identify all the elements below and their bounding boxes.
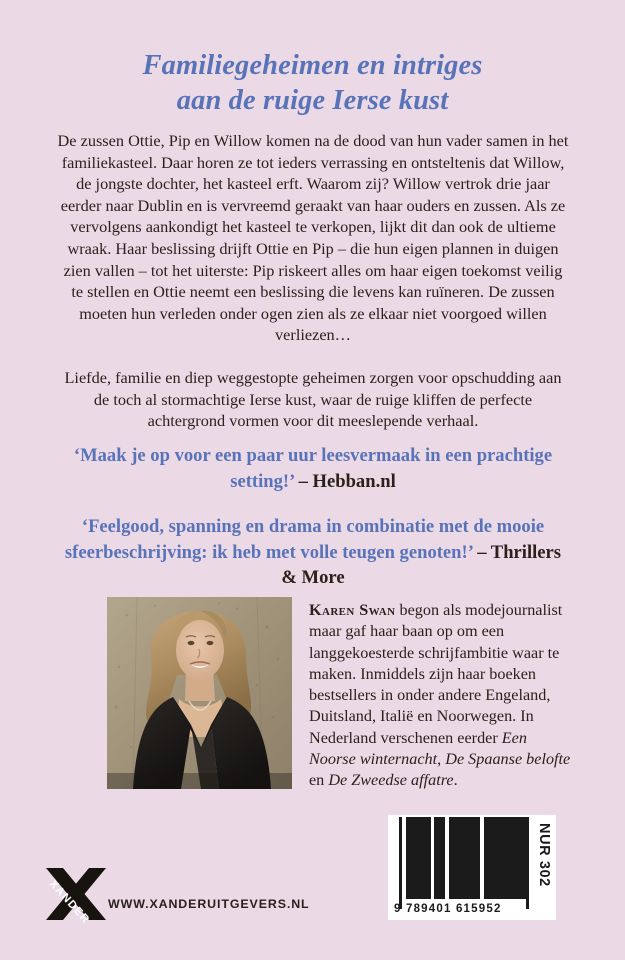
isbn-number: 9 789401 615952 — [394, 903, 502, 915]
blurb-text — [56, 130, 570, 432]
publisher-website[interactable]: WWW.XANDERUITGEVERS.NL — [108, 897, 310, 911]
blurb-paragraph-2: Liefde, familie en diep weggestopte geheimen zorgen voor opschudding aan de toch al stormachtige Ierse kust, waar de ruige kliffen de perfecte achtergrond vormen voor dit meeslepende verhaal. — [64, 367, 562, 431]
review-quote-1-source: – Hebban.nl — [298, 470, 396, 492]
review-quote-1-text: ‘Maak je op voor een paar uur leesvermaak in een prachtige setting!’ — [73, 445, 553, 492]
author-bio-text: begon als modejournalist maar gaf haar baan op om een langgekoesterde schrijfambitie waar te maken. Inmiddels zijn haar boeken bestsellers in onder andere Engeland, Duitsland, Italië en Noorwegen. In Nederland verschenen eerder — [309, 601, 563, 747]
barcode-panel — [388, 815, 556, 920]
author-bio — [309, 600, 577, 792]
book-title-1: Een Noorse winternacht — [309, 728, 527, 769]
cover-title — [0, 48, 625, 118]
bio-separator-1: , — [437, 750, 446, 769]
author-portrait-image — [107, 597, 292, 789]
review-quote-2-text: ‘Feelgood, spanning en drama in combinatie met de mooie sfeerbeschrijving: ik heb met volle teugen genoten!’ — [64, 516, 545, 563]
book-title-2: De Spaanse belofte — [445, 750, 571, 769]
review-quote-2 — [56, 514, 570, 591]
book-title-3: De Zweedse affatre — [328, 771, 454, 790]
author-photo — [107, 597, 292, 789]
nur-code: NUR 302 — [536, 823, 552, 887]
blurb-paragraph-1: De zussen Ottie, Pip en Willow komen na de dood van hun vader samen in het familiekasteel. Daar horen ze tot ieders verrassing en ontsteltenis dat Willow, de jongste dochter, het kasteel erft. Waarom zij? Willow vertrok drie jaar eerder naar Dublin en is vervreemd geraakt van haar ouders en zussen. Als ze vervolgens aankondigt het kasteel te verkopen, lijkt dit dan ook de ultieme wraak. Haar beslissing drijft Ottie en Pip – die hun eigen plannen in duigen zien vallen – tot het uiterste: Pip riskeert alles om haar eigen toekomst veilig te stellen en Ottie neemt een beslissing die levens kan ruïneren. De zussen moeten hun verleden onder ogen zien als ze elkaar niet voorgoed willen verliezen… — [57, 131, 569, 345]
title-line-1: Familiegeheimen en intriges — [142, 50, 483, 81]
publisher-logo[interactable] — [43, 862, 109, 928]
bio-end-punctuation: . — [453, 771, 458, 790]
xander-wordmark: XANDER — [46, 877, 92, 927]
author-name: Karen Swan — [309, 601, 396, 619]
review-quotes — [56, 443, 570, 591]
review-quote-1 — [56, 443, 570, 494]
title-line-2: aan de ruige Ierse kust — [176, 85, 449, 116]
xander-logo-icon — [43, 862, 109, 928]
bio-separator-2: en — [309, 771, 329, 790]
review-quote-2-source: – Thrillers & More — [281, 541, 562, 589]
